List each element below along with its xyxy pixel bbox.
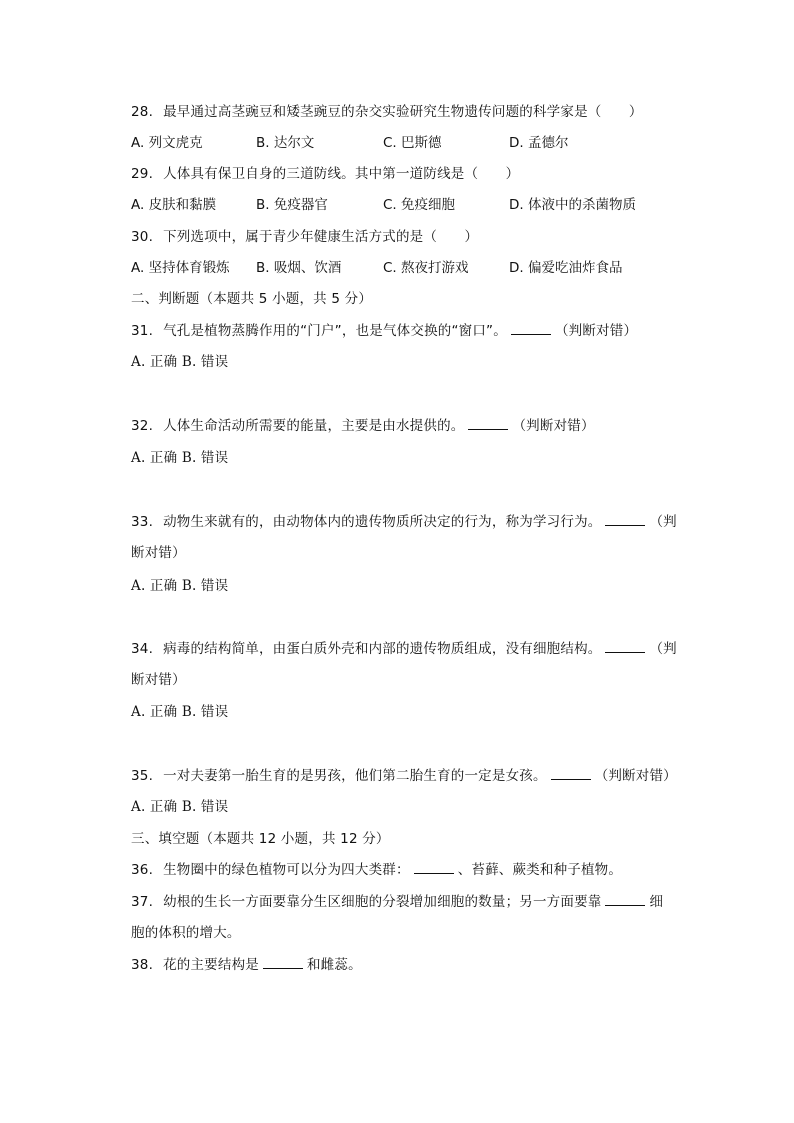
- judge-suffix: （判: [649, 514, 677, 530]
- question-number: 36.: [131, 862, 154, 878]
- question-35: [131, 767, 677, 785]
- question-37: [131, 893, 663, 911]
- question-number: 33.: [131, 514, 154, 530]
- question-text: 气孔是植物蒸腾作用的“门户”，也是气体交换的“窗口”。: [163, 323, 507, 339]
- section-heading: 三、填空题（本题共 12 小题，共 12 分）: [131, 831, 390, 847]
- option-b[interactable]: B. 吸烟、饮酒: [256, 260, 342, 276]
- answer-choices: A. 正确 B. 错误: [131, 704, 229, 720]
- question-number: 35.: [131, 768, 154, 784]
- judge-suffix: （判断对错）: [512, 418, 595, 434]
- question-number: 30.: [131, 229, 154, 245]
- question-text-end: 和雌蕊。: [306, 957, 362, 973]
- judge-suffix: （判: [649, 641, 677, 657]
- answer-blank[interactable]: [414, 861, 454, 874]
- question-number: 28.: [131, 104, 154, 120]
- question-text: 动物生来就有的，由动物体内的遗传物质所决定的行为，称为学习行为。: [163, 514, 602, 530]
- answer-blank[interactable]: [468, 417, 508, 430]
- question-number: 34.: [131, 641, 154, 657]
- question-text: 幼根的生长一方面要靠分生区细胞的分裂增加细胞的数量；另一方面要靠: [163, 894, 602, 910]
- question-text: 病毒的结构简单，由蛋白质外壳和内部的遗传物质组成，没有细胞结构。: [163, 641, 602, 657]
- question-number: 31.: [131, 323, 154, 339]
- question-text: 人体具有保卫自身的三道防线。其中第一道防线是（ ）: [163, 166, 520, 182]
- answer-choices: A. 正确 B. 错误: [131, 354, 229, 370]
- judge-suffix: （判断对错）: [594, 768, 677, 784]
- question-number: 37.: [131, 894, 154, 910]
- answer-blank[interactable]: [605, 513, 645, 526]
- option-d[interactable]: D. 体液中的杀菌物质: [509, 197, 636, 213]
- question-36: [131, 861, 622, 879]
- question-32: [131, 417, 595, 435]
- question-33: [131, 513, 677, 531]
- question-text: 下列选项中，属于青少年健康生活方式的是（ ）: [163, 229, 479, 245]
- question-number: 38.: [131, 957, 154, 973]
- judge-suffix: （判断对错）: [554, 323, 638, 339]
- answer-choices: A. 正确 B. 错误: [131, 450, 229, 466]
- question-38: [131, 956, 362, 974]
- question-30: [131, 228, 478, 246]
- answer-blank[interactable]: [605, 640, 645, 653]
- question-text: 花的主要结构是: [163, 957, 259, 973]
- question-text-end: 、苔藓、蕨类和种子植物。: [457, 862, 623, 878]
- option-d[interactable]: D. 偏爱吃油炸食品: [509, 260, 623, 276]
- question-text: 最早通过高茎豌豆和矮茎豌豆的杂交实验研究生物遗传问题的科学家是（ ）: [163, 104, 643, 120]
- section-heading: 二、判断题（本题共 5 小题，共 5 分）: [131, 291, 373, 307]
- option-a[interactable]: A. 皮肤和黏膜: [131, 197, 217, 213]
- question-text: 生物圈中的绿色植物可以分为四大类群：: [163, 862, 410, 878]
- answer-choices: A. 正确 B. 错误: [131, 799, 229, 815]
- option-b[interactable]: B. 免疫器官: [256, 197, 328, 213]
- question-number: 29.: [131, 166, 154, 182]
- answer-blank[interactable]: [263, 956, 303, 969]
- answer-blank[interactable]: [511, 322, 551, 335]
- question-number: 32.: [131, 418, 154, 434]
- answer-blank[interactable]: [551, 767, 591, 780]
- answer-blank[interactable]: [605, 893, 645, 906]
- question-text-end: 细: [649, 894, 664, 910]
- question-text: 一对夫妻第一胎生育的是男孩，他们第二胎生育的一定是女孩。: [163, 768, 547, 784]
- option-a[interactable]: A. 坚持体育锻炼: [131, 260, 230, 276]
- question-31: [131, 322, 637, 340]
- option-c[interactable]: C. 熬夜打游戏: [383, 260, 469, 276]
- option-b[interactable]: B. 达尔文: [256, 135, 315, 151]
- question-continuation: 断对错）: [131, 672, 186, 688]
- question-continuation: 胞的体积的增大。: [131, 925, 241, 941]
- question-continuation: 断对错）: [131, 545, 186, 561]
- question-29: [131, 165, 519, 183]
- option-d[interactable]: D. 孟德尔: [509, 135, 569, 151]
- question-34: [131, 640, 677, 658]
- option-c[interactable]: C. 免疫细胞: [383, 197, 456, 213]
- answer-choices: A. 正确 B. 错误: [131, 578, 229, 594]
- question-text: 人体生命活动所需要的能量，主要是由水提供的。: [163, 418, 465, 434]
- option-c[interactable]: C. 巴斯德: [383, 135, 442, 151]
- question-28: [131, 103, 643, 121]
- option-a[interactable]: A. 列文虎克: [131, 135, 203, 151]
